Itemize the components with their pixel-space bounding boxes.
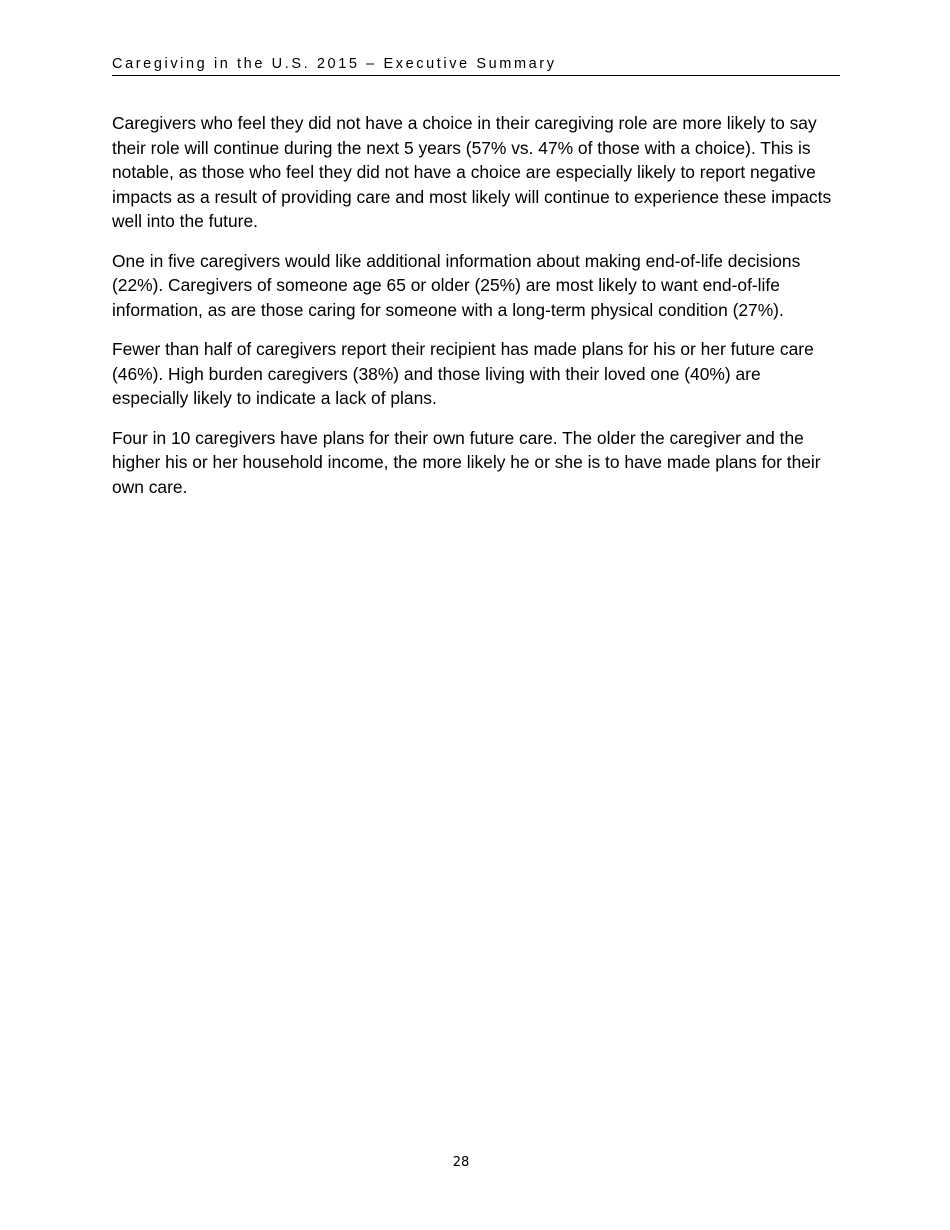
paragraph-future-role: Caregivers who feel they did not have a choice in their caregiving role are more likely to say their role will continue during the next 5 years (57% vs. 47% of those with a choice). This is notable, as those who feel they did not have a choice are especially likely to report negative impacts as a result of providing care and most likely will continue to experience these impacts well into the future. [112, 113, 832, 231]
body-text [112, 111, 840, 514]
paragraph-own-care-plans: Four in 10 caregivers have plans for their own future care. The older the caregiver and the higher his or her household income, the more likely he or she is to have made plans for their own care. [112, 427, 821, 497]
paragraph-recipient-plans: Fewer than half of caregivers report their recipient has made plans for his or her future care (46%). High burden caregivers (38%) and those living with their loved one (40%) are especially likely to indicate a lack of plans. [112, 339, 814, 408]
running-header: Caregiving in the U.S. 2015 – Executive Summary [112, 56, 840, 76]
page-number: 28 [452, 1155, 470, 1170]
paragraph-end-of-life-info: One in five caregivers would like additional information about making end-of-life decisions (22%). Caregivers of someone age 65 or older (25%) are most likely to want end-of-life information, as are those caring for someone with a long-term physical condition (27%). [112, 250, 801, 320]
